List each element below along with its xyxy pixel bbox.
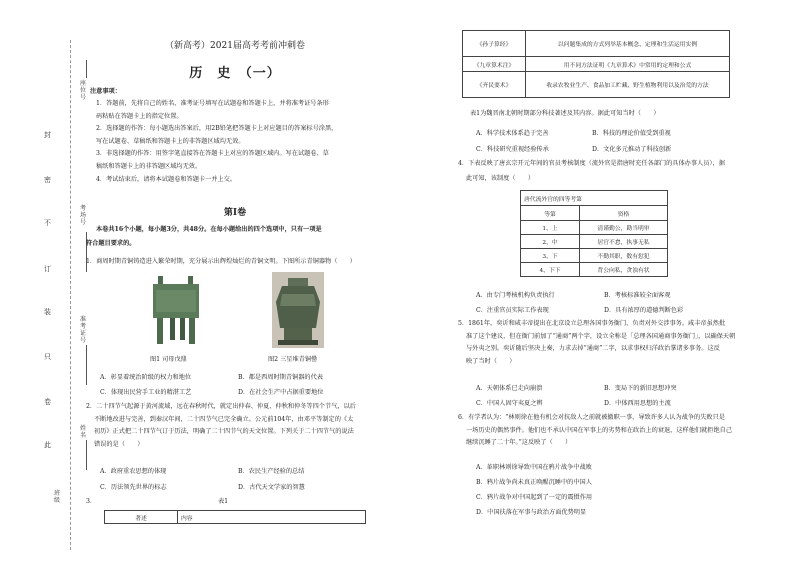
note-line: 3．非选择题的作答：用签字笔直接答在答题卡上对应的答题区域内。写在试题卷、草 [96,150,329,158]
q5-line: 与外夷之别。奕䜣随后坚决上奏，力求去掉“通商”二字，以求事权归洋政治掌诸多事务。这反 [466,345,720,353]
table1-header [104,510,366,524]
q2-line: 初历》正式把二十四节气订于历法，明确了二十四节气的天文位置。下列关于二十四节气的说法 [94,428,354,436]
seal-char-1: 封 [44,131,51,139]
q4-option-b[interactable]: B．考核标准较全面客观 [604,292,671,299]
table2-header-desc: 资格 [580,206,668,221]
q5-option-d[interactable]: D．中体西用思想的主流 [604,400,671,407]
q6-stem [458,412,758,450]
q4-option-a[interactable]: A．由专门考核机构负责执行 [476,292,555,299]
ticket-blank[interactable] [86,345,87,385]
q1-option-c[interactable]: C．体现出民营手工业的精湛工艺 [100,389,192,396]
table2-grade: 2、中 [521,235,580,249]
fig2-caption: 图2 三星堆青铜罍 [268,356,318,363]
table1-header-book: 著述 [105,511,178,524]
note-line: 4．考试结束后，请将本试题卷和答题卡一并上交。 [96,175,237,183]
q1-option-b[interactable]: B．都是西周时期青铜器的代表 [238,374,323,381]
table2-desc: 背公向私，贪浊有状 [580,263,668,277]
table1-row-book: 《齐民要术》 [463,72,526,98]
q6-option-a[interactable]: A．革职林则徐导致中国在鸦片战争中战败 [476,464,592,471]
q4-option-c[interactable]: C．注重官员实际工作表现 [476,307,549,314]
exam-room-label: 考场号 [80,205,87,226]
q3-option-c[interactable]: C．科技研究重视经验传承 [476,146,549,153]
seal-char-4: 订 [44,265,51,273]
binding-line [70,40,71,550]
q5-line: 映了当时（ ） [466,357,516,365]
exam-title: （新高考）2021届高考考前冲刺卷 [165,41,305,51]
section-intro-1: 本卷共16个小题，每小题3分，共48分。在每小题给出的四个选项中，只有一项是 [96,226,322,233]
table1-row-content: 收录农牧业生产、食品加工贮藏、野生植物利用以及治荒的方法 [526,72,730,98]
section-intro-2: 符合题目要求的。 [86,240,136,247]
q3-option-b[interactable]: B．科技的理论价值受到重视 [592,130,671,137]
q5-option-a[interactable]: A．天朝体系已走向崩溃 [476,385,543,392]
q1-option-a[interactable]: A．彰显着统治阶级的权力和地位 [100,374,192,381]
fig1-caption: 图1 司母戊鼎 [150,356,187,363]
name-label: 姓名 [80,425,87,439]
table1-row-content: 用不同方法证明《九章算术》中常用的定理和公式 [526,57,730,72]
table2-desc: 不勤其职，数有愆犯 [580,249,668,263]
note-line: 写在试题卷、草稿纸和答题卡上的非答题区域均无效。 [96,137,245,145]
table2-title: 唐代流外官的四等考第 [521,191,668,206]
notes-heading: 注意事项： [90,88,121,95]
q5-line: 准了这个建议，但在衙门前加了“通商”两个字，设立全称是「总理各国通商事务衙门」，以确保天朝 [466,332,736,340]
q2-option-d[interactable]: D．古代天文学家的智慧 [238,484,305,491]
notes-list [96,98,386,186]
seal-char-2: 密 [44,176,51,184]
note-line: 2．选择题的作答：每小题选出答案后，用2B铅笔把答题卡上对应题目的答案标号涂黑， [96,125,338,133]
q2-line: 2．二十四节气起源于黄河流域，远在春秋时代，就定出仲春、仲夏、仲秋和仲冬等四个节气，以后 [86,403,356,410]
seal-char-8: 此 [44,441,51,449]
seal-char-5: 装 [44,308,51,316]
q5-line: 5．1861年，奕䜣和咸丰帝提出在北京设立总理各国事务衙门，负责对外交涉事务。咸丰帝虽然批 [458,320,726,327]
q3-stem: 表1为魏晋南北朝时期部分科技著述及其内容。据此可知当时（ ） [470,110,660,117]
note-line: 稿纸和答题卡上的非答题区域均无效。 [96,162,202,170]
q3-number: 3． [86,498,97,505]
q5-option-c[interactable]: C．中国人固守夷夏之辨 [476,400,543,407]
subject-title: 历 史 （一） [189,66,281,81]
q5-option-b[interactable]: B．变局下的新旧思想冲突 [604,385,677,392]
table1-row-book: 《孙子算经》 [463,31,526,57]
q2-option-a[interactable]: A．政府重农思想的体现 [100,468,167,475]
q1-option-d[interactable]: D．在社会生产中占据重要地位 [238,389,324,396]
seal-char-7: 卷 [44,398,51,406]
table2-grade: 4、下下 [521,263,580,277]
ding-vessel-image [148,272,204,348]
table1-header-content: 内容 [178,511,366,524]
q4-option-d[interactable]: D．具有浓厚的道德判断色彩 [604,307,684,314]
q3-option-a[interactable]: A．科学技术体系趋于完善 [476,130,549,137]
q6-line: 继续沉睡了二十年。”这反映了（ ） [466,439,572,447]
class-label: 班级 [54,490,61,504]
table1-body [462,30,730,98]
lei-vessel-image [272,272,324,348]
q2-option-c[interactable]: C．历法领先世界的标志 [100,484,167,491]
table2 [520,190,668,277]
table2-grade: 3、下 [521,249,580,263]
q2-stem [86,401,382,451]
q2-line: 错误的是（ ） [94,440,144,448]
q2-line: 不断地改进与完善，到秦汉年间，二十四节气已完全确立。公元前104年，由邓平等制定的《太 [94,415,354,423]
table1-row-content: 以问题集成的方式列举基本概念、定理和生活运用实例 [526,31,730,57]
q5-stem [458,318,758,368]
q3-option-d[interactable]: D．文化多元推动了科技创新 [592,146,672,153]
note-line: 1．答题前，先将自己的姓名、准考证号填写在试题卷和答题卡上，并将准考证号条形 [96,100,329,107]
q4-stem-1: 4．下表反映了唐玄宗开元年间的官员考核制度（流外官是指唐时充任各部门的具体办事人员），据 [458,160,725,167]
seal-char-6: 只 [44,353,51,361]
table2-grade: 1、上 [521,221,580,235]
q6-option-b[interactable]: B．鸦片战争尚未真正唤醒沉睡中的中国人 [476,479,592,486]
q2-option-b[interactable]: B．农民生产经验的总结 [238,468,305,475]
table2-desc: 清谨勤公，勘当明审 [580,221,668,235]
table1-row-book: 《九章算术注》 [463,57,526,72]
q4-stem-2: 此可知，该制度（ ） [466,175,535,182]
ticket-label: 准考证号 [80,316,87,344]
q6-line: 6．有学者认为：“林则徐在他有机会对抗敌人之前就被撤职一事，导致许多人认为战争的失败只是 [458,414,725,421]
seat-label: 座位号 [80,80,87,101]
table2-header-grade: 等第 [521,206,580,221]
seat-blank[interactable] [86,60,87,78]
q6-option-c[interactable]: C．鸦片战争对中国起到了一定的震慑作用 [476,494,593,501]
table2-desc: 居官不怠，执事无私 [580,235,668,249]
q6-option-d[interactable]: D．中国扶落在军事与政治方面优势明显 [476,509,587,516]
seal-char-3: 不 [44,219,51,227]
q6-line: 一场历史的偶然事件。他们也不承认中国在军事上的劣势和在政治上的衰退，这样他们就拒绝自己 [466,426,733,434]
section-title: 第Ⅰ卷 [223,208,247,218]
table1-title: 表1 [218,498,229,505]
q1-stem: 1．商周时期青铜铸造进入繁荣时期，充分展示出辉煌灿烂的青铜文明。下图所示青铜器物（ ） [86,258,356,265]
note-line: 码粘贴在答题卡上的指定位置。 [96,112,183,120]
